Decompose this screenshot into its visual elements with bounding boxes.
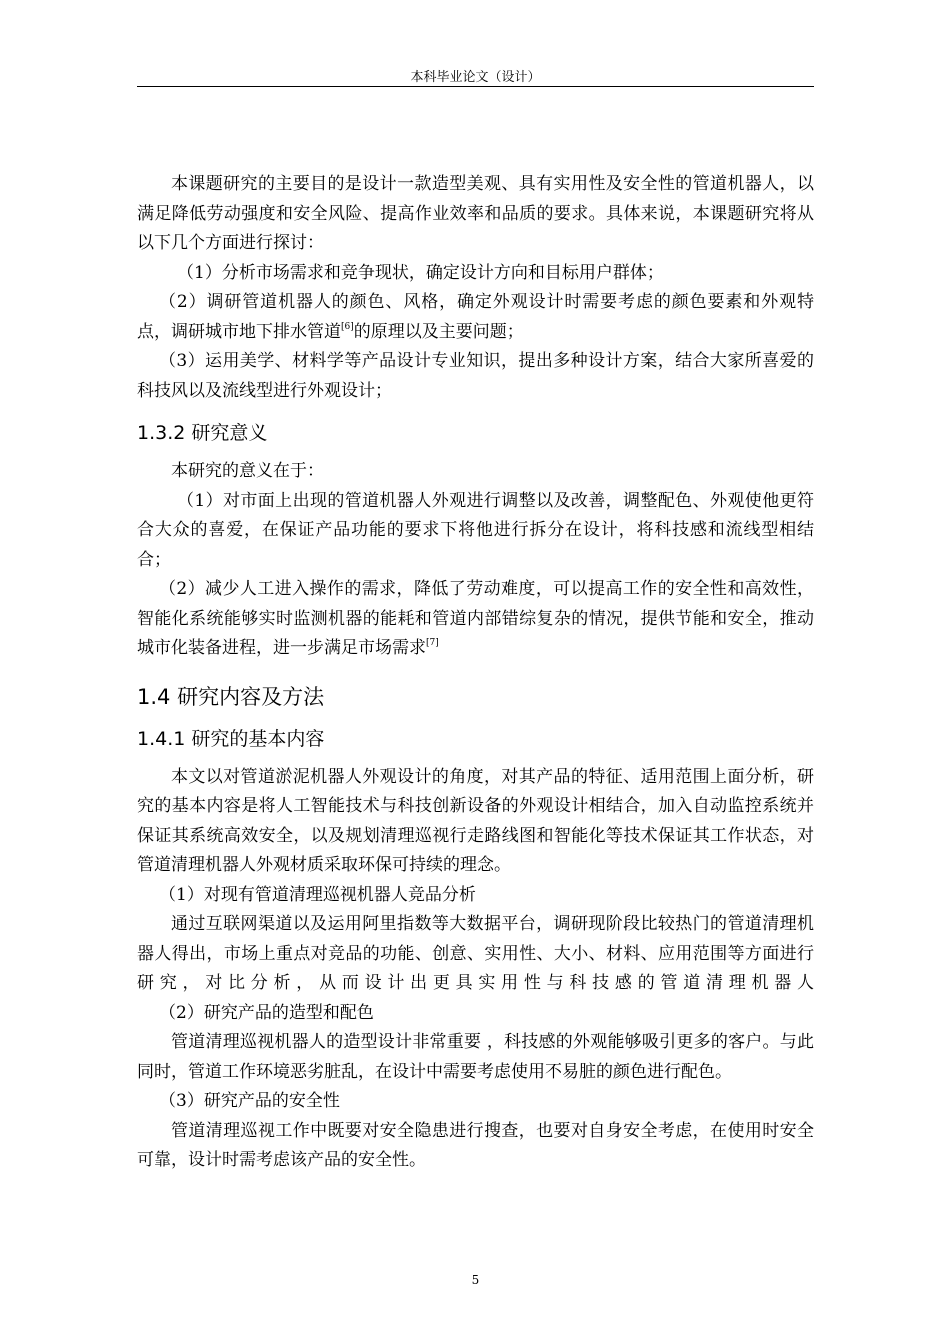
significance-intro: 本研究的意义在于： (171, 461, 324, 481)
citation-6: [6] (341, 321, 354, 332)
content-paragraph-1: 本文以对管道淤泥机器人外观设计的角度，对其产品的特征、适用范围上面分析，研究的基本内容是将人工智能技术与科技创新设备的外观设计相结合，加入自动监控系统并保证其系统高效安全，以及规划清理巡视行走路线图和智能化等技术保证其工作状态，对管道清理机器人外观材质采取环保可持续的理念。 (137, 766, 814, 875)
content-item-2: （2）研究产品的造型和配色 (159, 1002, 374, 1023)
intro-item-2 (137, 288, 814, 347)
content-paragraph-4: 管道清理巡视工作中既要对安全隐患进行搜查，也要对自身安全考虑，在使用时安全可靠，设计时需考虑该产品的安全性。 (137, 1120, 814, 1170)
content-paragraph-3: 管道清理巡视机器人的造型设计非常重要 ，科技感的外观能够吸引更多的客户。与此同时，管道工作环境恶劣脏乱，在设计中需要考虑使用不易脏的颜色进行配色。 (137, 1032, 814, 1082)
intro-item-2-text: （2）调研管道机器人的颜色、风格，确定外观设计时需要考虑的颜色要素和外观特点，调研城市地下排水管道 (137, 292, 814, 342)
content-paragraph-2: 通过互联网渠道以及运用阿里指数等大数据平台，调研现阶段比较热门的管道清理机器人得出，市场上重点对竞品的功能、创意、实用性、大小、材料、应用范围等方面进行研究，对比分析，从而设计出更具实用性与科技感的管道清理机器人 (137, 914, 814, 993)
significance-item-2-text: （2）减少人工进入操作的需求，降低了劳动难度，可以提高工作的安全性和高效性，智能化系统能够实时监测机器的能耗和管道内部错综复杂的情况，提供节能和安全，推动城市化装备进程，进一步满足市场需求 (137, 579, 814, 658)
intro-item-3: （3）运用美学、材料学等产品设计专业知识，提出多种设计方案，结合大家所喜爱的科技风以及流线型进行外观设计； (137, 351, 814, 401)
page-number: 5 (471, 1273, 480, 1287)
header-rule (137, 86, 814, 87)
intro-item-1: （1）分析市场需求和竞争现状，确定设计方向和目标用户群体； (177, 262, 664, 283)
section-heading-1-3-2: 1.3.2 研究意义 (137, 422, 268, 444)
citation-7: [7] (426, 638, 439, 648)
section-heading-1-4-1: 1.4.1 研究的基本内容 (137, 727, 325, 750)
intro-item-2-tail: 的原理以及主要问题； (353, 321, 524, 342)
intro-paragraph: 本课题研究的主要目的是设计一款造型美观、具有实用性及安全性的管道机器人，以满足降低劳动强度和安全风险、提高作业效率和品质的要求。具体来说，本课题研究将从以下几个方面进行探讨： (137, 174, 814, 253)
significance-item-2 (137, 575, 814, 664)
section-heading-1-4: 1.4 研究内容及方法 (137, 684, 325, 709)
page-body (137, 170, 814, 1176)
running-header: 本科毕业论文（设计） (410, 70, 541, 85)
content-item-1: （1）对现有管道清理巡视机器人竞品分析 (159, 884, 476, 905)
significance-item-1: （1）对市面上出现的管道机器人外观进行调整以及改善，调整配色、外观使他更符合大众的喜爱，在保证产品功能的要求下将他进行拆分在设计，将科技感和流线型相结合； (137, 490, 814, 570)
content-item-3: （3）研究产品的安全性 (159, 1091, 340, 1111)
